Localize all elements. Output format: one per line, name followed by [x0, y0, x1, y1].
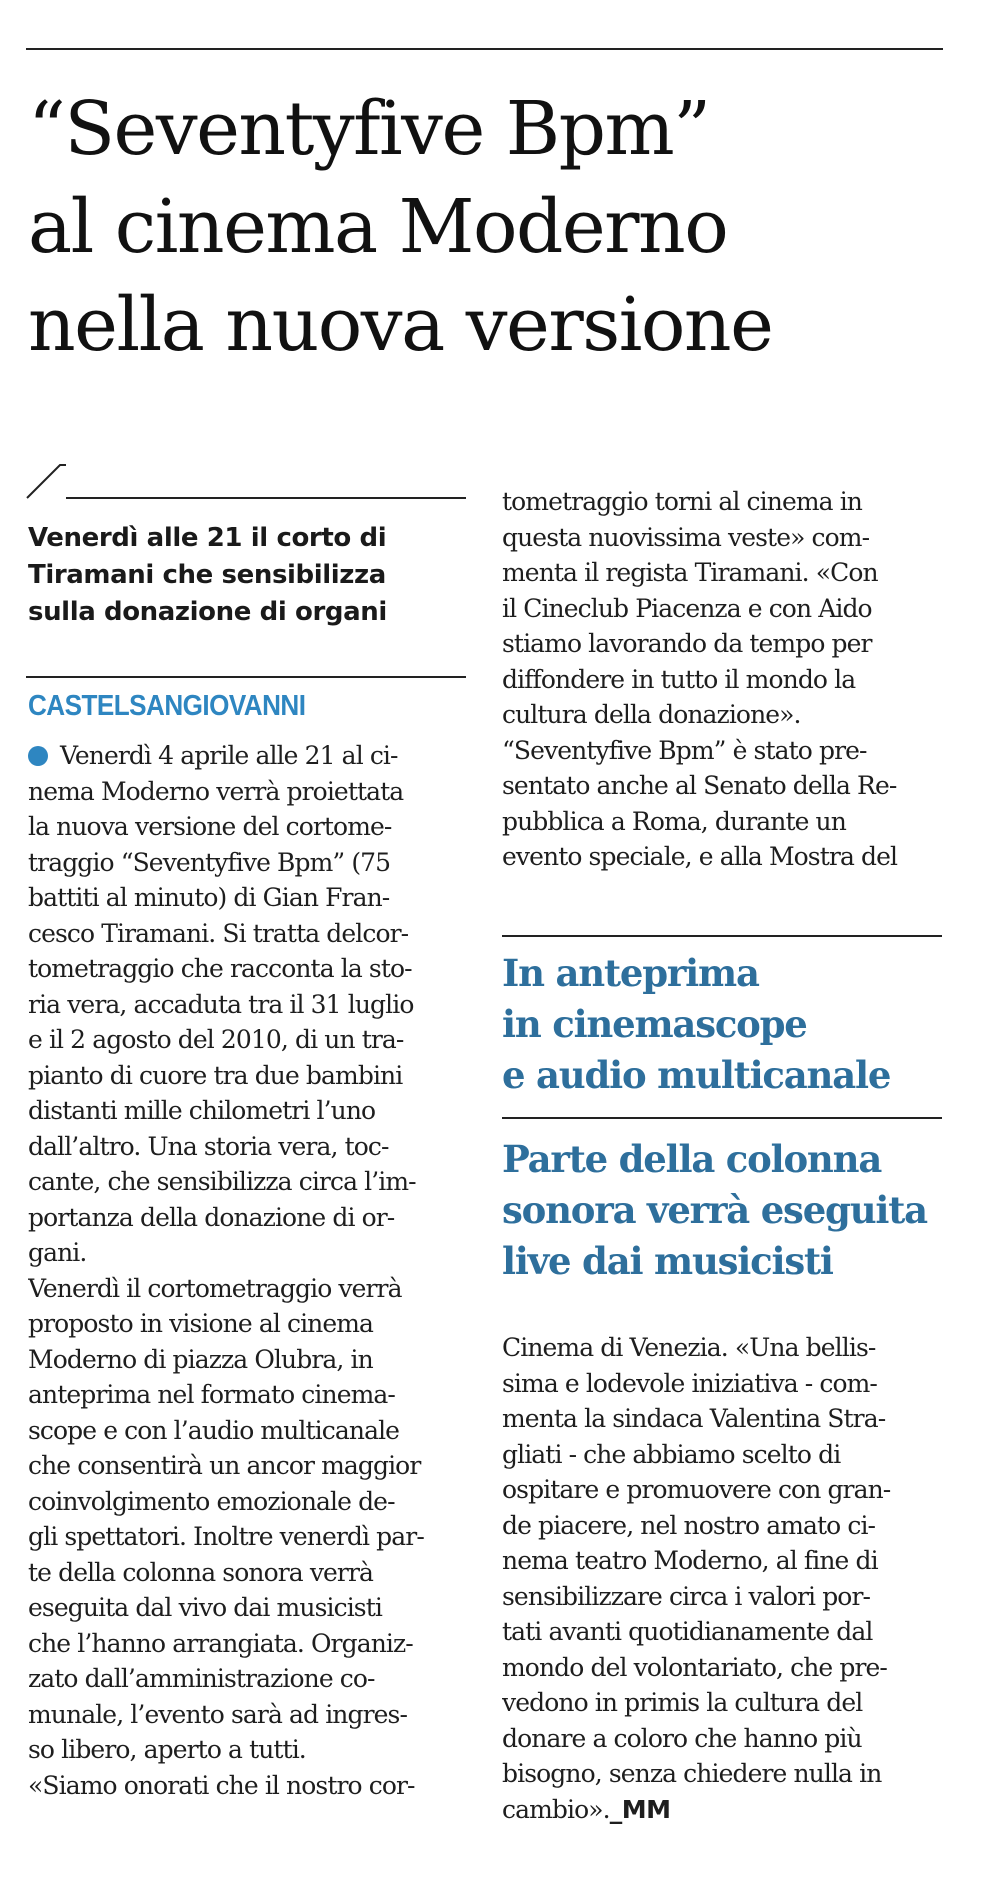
body-line-text: sensibilizzare circa i valori por-: [502, 1581, 871, 1611]
body-line-text: scope e con l’audio multicanale: [28, 1415, 400, 1445]
body-line-text: munale, l’evento sarà ad ingres-: [28, 1699, 408, 1729]
body-line-text: tati avanti quotidianamente dal: [502, 1617, 873, 1646]
body-line-text: portanza della donazione di or-: [28, 1202, 395, 1232]
body-line-text: distanti mille chilometri l’uno: [28, 1096, 376, 1125]
body-line: [28, 951, 468, 987]
body-line-text: «Siamo onorati che il nostro cor-: [28, 1770, 415, 1800]
body-line: [28, 1022, 468, 1058]
body-line-text: traggio “Seventyfive Bpm” (75: [28, 847, 391, 877]
body-line-text: e il 2 agosto del 2010, di un tra-: [28, 1025, 404, 1054]
body-line: [28, 1164, 468, 1200]
body-line: [502, 1614, 942, 1650]
body-line-text: pianto di cuore tra due bambini: [28, 1060, 403, 1090]
headline: [28, 80, 948, 374]
subheadline: [28, 520, 458, 631]
body-line-text: gli spettatori. Inoltre venerdì par-: [28, 1522, 424, 1551]
highlight-rule-middle: [502, 1117, 942, 1119]
body-line: [28, 1768, 468, 1804]
highlight-heading-1: [502, 948, 942, 1101]
body-line-text: che l’hanno arrangiata. Organiz-: [28, 1628, 413, 1658]
body-line-text: tometraggio che racconta la sto-: [28, 954, 412, 983]
body-line: [28, 916, 468, 952]
subheadline-line-3: sulla donazione di organi: [28, 597, 387, 627]
body-line-text: sentato anche al Senato della Re-: [502, 771, 897, 800]
body-line-text: Venerdì 4 aprile alle 21 al ci-: [60, 741, 398, 770]
headline-line-1: “Seventyfive Bpm”: [28, 86, 710, 172]
body-line-text: vedono in primis la cultura del: [502, 1688, 863, 1717]
body-line: [28, 1448, 468, 1484]
body-line: [28, 1306, 468, 1342]
body-line-text: proposto in visione al cinema: [28, 1309, 374, 1338]
body-line: [502, 555, 942, 591]
body-line-text: gliati - che abbiamo scelto di: [502, 1439, 841, 1469]
body-line: [28, 880, 468, 916]
body-line-text: menta la sindaca Valentina Stra-: [502, 1404, 886, 1433]
highlight-heading-2: [502, 1134, 942, 1287]
body-line: [502, 1330, 942, 1366]
body-line: [502, 1366, 942, 1402]
subheadline-line-2: Tiramani che sensibilizza: [28, 560, 386, 590]
subhead-rule: [26, 676, 466, 678]
body-line: [502, 768, 942, 804]
body-line: [28, 1590, 468, 1626]
body-line-text: battiti al minuto) di Gian Fran-: [28, 883, 390, 912]
body-line-text: gani.: [28, 1238, 87, 1267]
body-line-text: zato dall’amministrazione co-: [28, 1664, 375, 1693]
body-line-last: [502, 1792, 942, 1828]
body-line-text: ria vera, accaduta tra il 31 luglio: [28, 989, 414, 1019]
body-line-text: cambio».: [502, 1794, 610, 1824]
body-line-text: stiamo lavorando da tempo per: [502, 629, 872, 658]
body-line: [28, 1129, 468, 1165]
body-line: [502, 591, 942, 627]
body-line: [28, 1413, 468, 1449]
headline-line-2: al cinema Moderno: [28, 184, 728, 270]
body-line: [28, 1732, 468, 1768]
body-line-text: diffondere in tutto il mondo la: [502, 664, 856, 694]
body-line-text: nema teatro Moderno, al fine di: [502, 1546, 878, 1575]
body-line: [502, 1508, 942, 1544]
subheadline-line-1: Venerdì alle 21 il corto di: [28, 523, 387, 553]
body-line: [28, 774, 468, 810]
body-line-text: anteprima nel formato cinema-: [28, 1380, 395, 1409]
body-line-text: che consentirà un ancor maggior: [28, 1451, 421, 1480]
body-line-text: la nuova versione del cortome-: [28, 812, 392, 841]
body-line-text: sima e lodevole iniziativa - com-: [502, 1368, 877, 1398]
body-line: [28, 1377, 468, 1413]
body-line: [502, 1401, 942, 1437]
body-line: [28, 1342, 468, 1378]
location-kicker: CASTELSANGIOVANNI: [28, 690, 306, 722]
body-line-text: nema Moderno verrà proiettata: [28, 776, 404, 806]
headline-line-3: nella nuova versione: [28, 282, 773, 368]
body-line: [502, 1756, 942, 1792]
top-rule: [26, 48, 943, 50]
body-line: [502, 733, 942, 769]
bullet-dot-icon: [28, 746, 48, 766]
highlight-1-line-3: e audio multicanale: [502, 1053, 891, 1097]
body-line-text: ospitare e promuovere con gran-: [502, 1475, 891, 1504]
body-line-text: cante, che sensibilizza circa l’im-: [28, 1167, 416, 1196]
body-line-text: te della colonna sonora verrà: [28, 1557, 374, 1587]
body-line: [502, 626, 942, 662]
body-line: [502, 520, 942, 556]
body-line-text: dall’altro. Una storia vera, toc-: [28, 1131, 389, 1161]
body-line: [28, 809, 468, 845]
body-line: [502, 697, 942, 733]
body-line: [502, 1650, 942, 1686]
highlight-2-line-3: live dai musicisti: [502, 1239, 833, 1283]
body-line-text: tometraggio torni al cinema in: [502, 487, 862, 516]
highlight-2-line-2: sonora verrà eseguita: [502, 1188, 927, 1232]
body-line: [502, 804, 942, 840]
body-line: [28, 845, 468, 881]
body-column-right-bottom: [502, 1330, 942, 1827]
body-column-left: [28, 738, 468, 1803]
body-line-text: bisogno, senza chiedere nulla in: [502, 1759, 882, 1788]
section-corner-mark: [26, 462, 466, 502]
highlight-rule-top: [502, 935, 942, 937]
body-line: [502, 1721, 942, 1757]
body-line: [28, 1519, 468, 1555]
body-line: [502, 839, 942, 875]
highlight-1-line-2: in cinemascope: [502, 1002, 807, 1046]
body-line-text: Moderno di piazza Olubra, in: [28, 1344, 373, 1374]
body-line: [28, 987, 468, 1023]
body-line: [28, 1555, 468, 1591]
body-line-text: Venerdì il cortometraggio verrà: [28, 1273, 402, 1303]
body-line: [28, 1235, 468, 1271]
body-line-text: mondo del volontariato, che pre-: [502, 1652, 887, 1682]
body-line: [502, 1579, 942, 1615]
body-line-text: coinvolgimento emozionale de-: [28, 1486, 395, 1516]
body-line: [502, 484, 942, 520]
body-line-text: so libero, aperto a tutti.: [28, 1735, 306, 1764]
body-line: [28, 738, 468, 774]
body-line: [28, 1661, 468, 1697]
body-line: [502, 1685, 942, 1721]
body-line: [28, 1697, 468, 1733]
body-line-text: questa nuovissima veste» com-: [502, 522, 870, 552]
body-line: [28, 1093, 468, 1129]
body-line-text: “Seventyfive Bpm” è stato pre-: [502, 735, 867, 765]
body-line: [28, 1484, 468, 1520]
body-line: [28, 1058, 468, 1094]
body-line-text: cultura della donazione».: [502, 700, 801, 729]
author-signature: _MM: [609, 1794, 671, 1824]
body-column-right-top: [502, 484, 942, 875]
body-line-text: Cinema di Venezia. «Una bellis-: [502, 1333, 876, 1362]
body-line-text: donare a coloro che hanno più: [502, 1723, 862, 1753]
body-line-text: menta il regista Tiramani. «Con: [502, 558, 878, 587]
body-line: [28, 1271, 468, 1307]
body-line-text: cesco Tiramani. Si tratta delcor-: [28, 918, 409, 948]
body-line: [502, 1437, 942, 1473]
body-line-text: pubblica a Roma, durante un: [502, 806, 846, 836]
highlight-2-line-1: Parte della colonna: [502, 1137, 882, 1181]
body-line: [28, 1626, 468, 1662]
body-line-text: de piacere, nel nostro amato ci-: [502, 1510, 876, 1540]
body-line-text: evento speciale, e alla Mostra del: [502, 842, 898, 871]
highlight-1-line-1: In anteprima: [502, 951, 759, 995]
body-line-text: il Cineclub Piacenza e con Aido: [502, 593, 872, 623]
body-line-text: eseguita dal vivo dai musicisti: [28, 1593, 382, 1622]
body-line: [502, 1472, 942, 1508]
body-line: [502, 662, 942, 698]
body-line: [502, 1543, 942, 1579]
body-line: [28, 1200, 468, 1236]
